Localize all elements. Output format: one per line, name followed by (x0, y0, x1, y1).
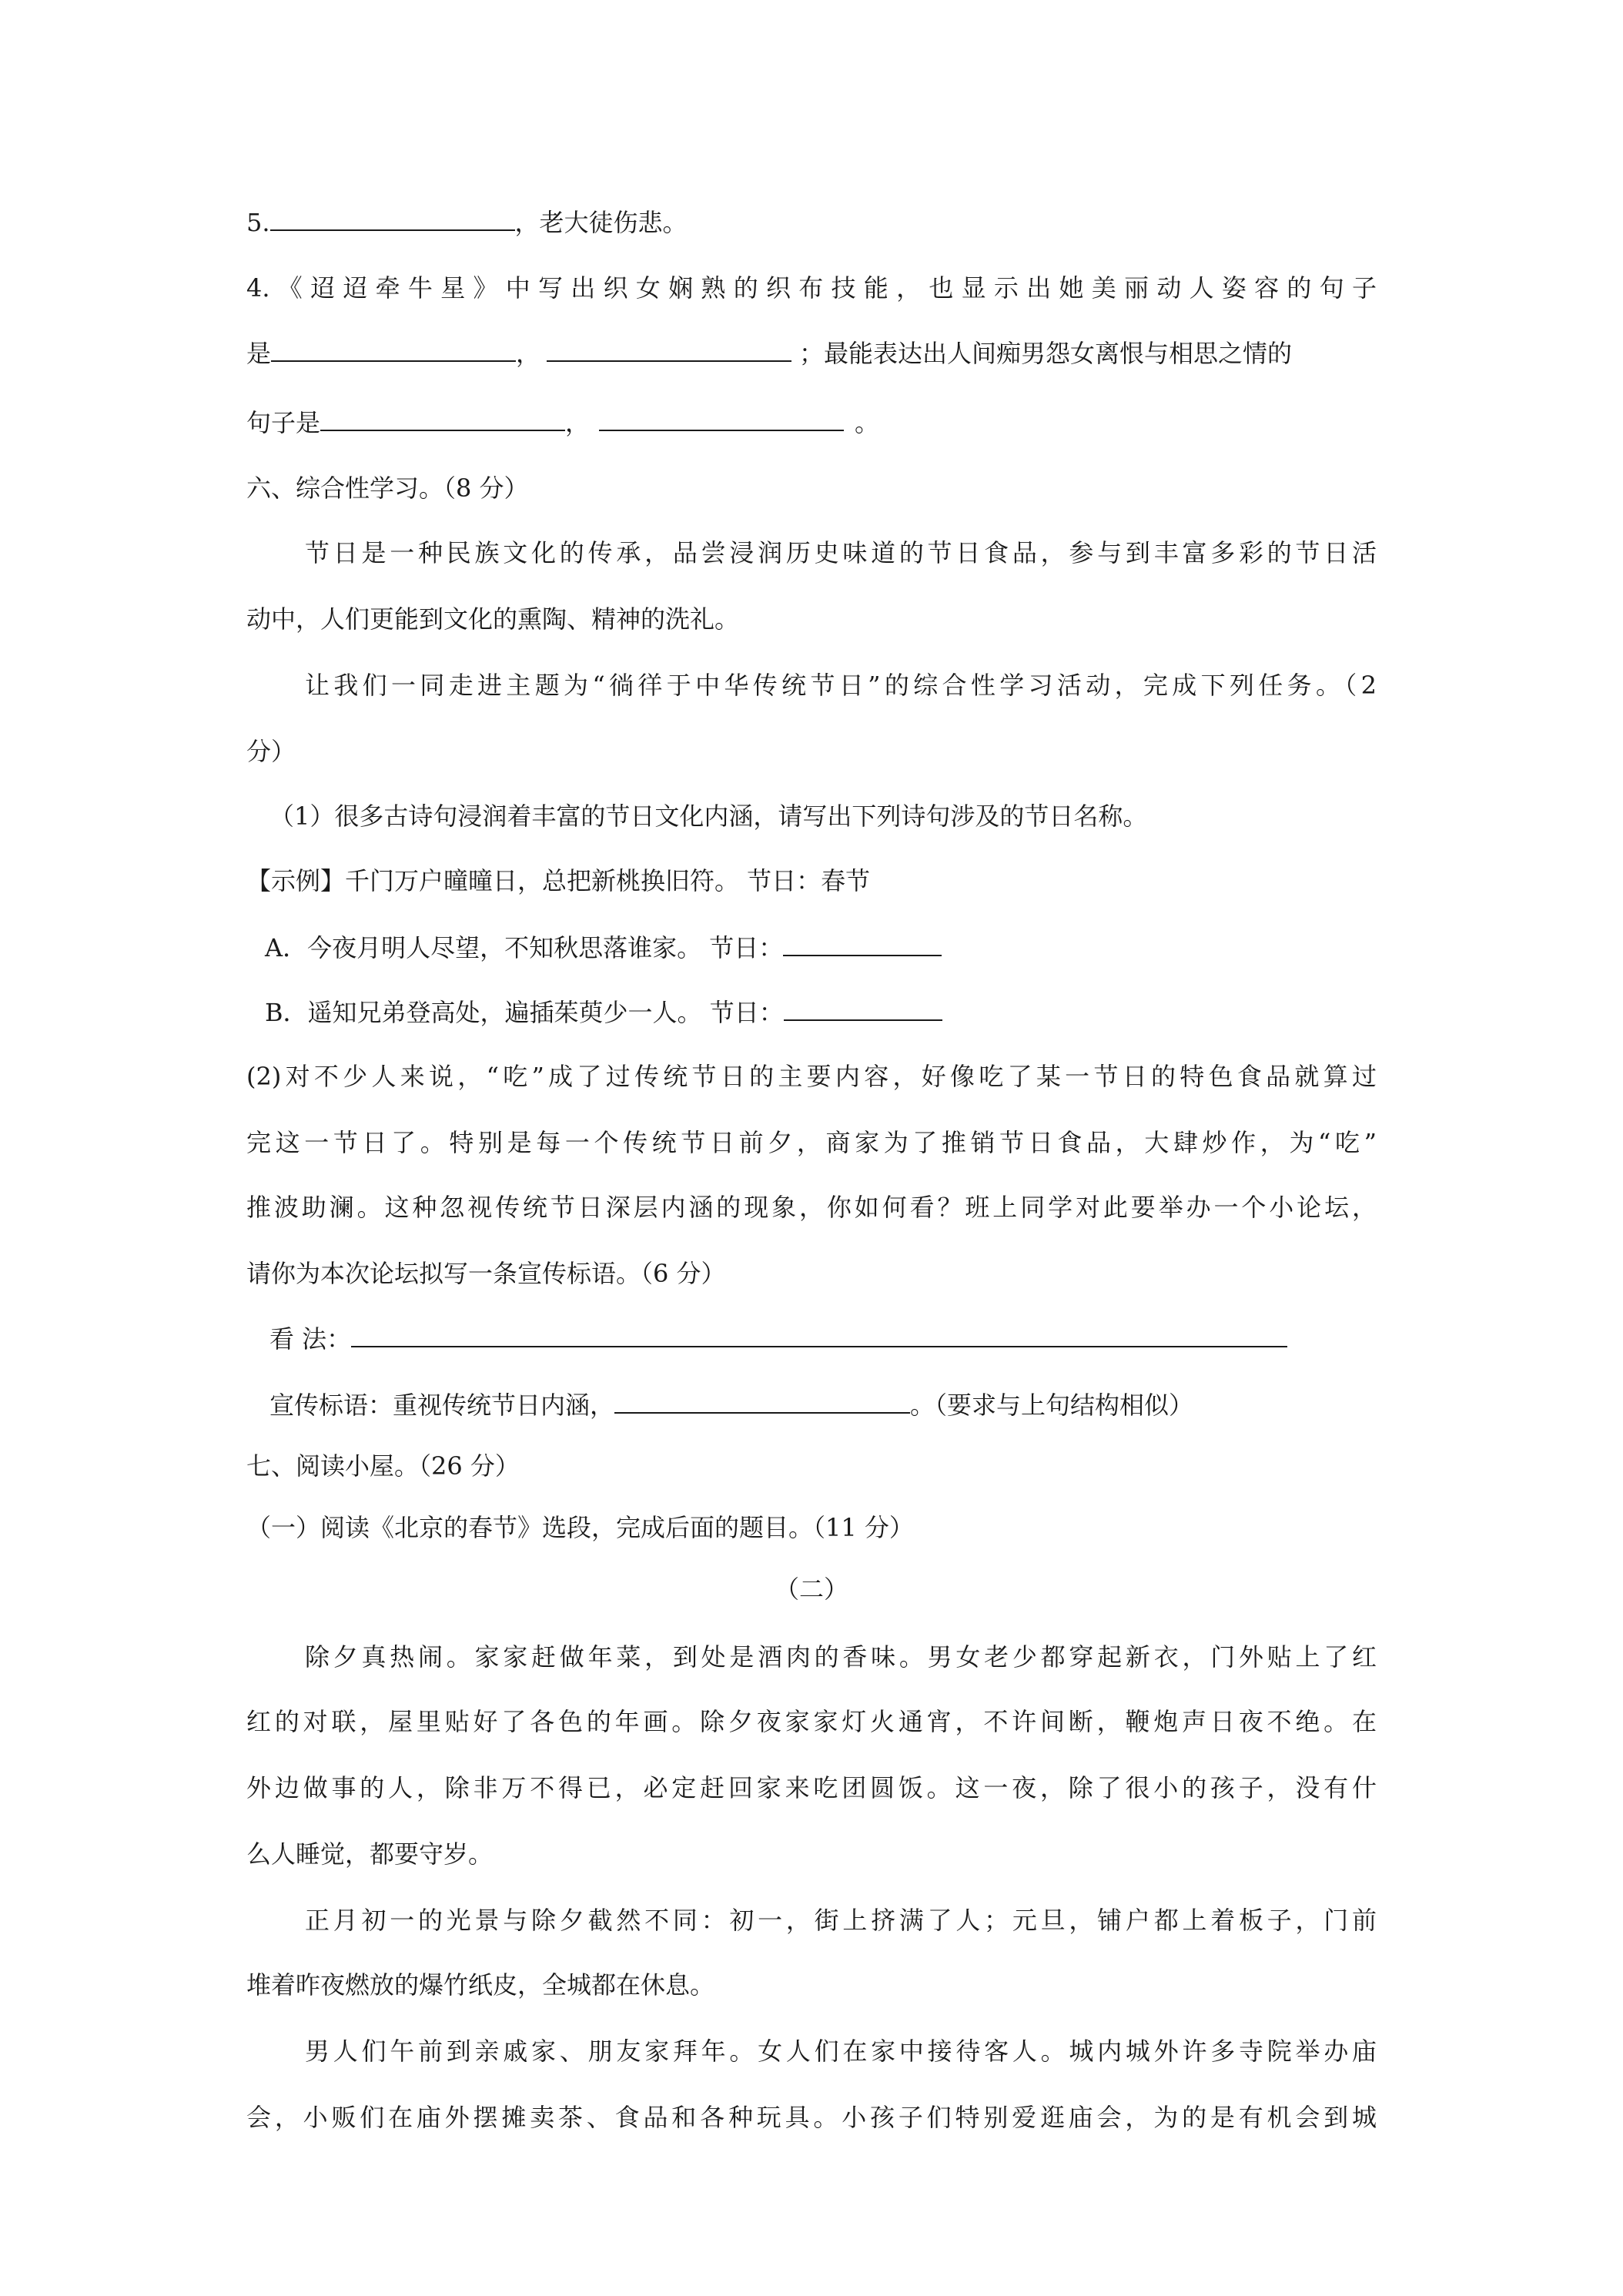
question-5-line (246, 206, 688, 238)
subquestion-1: （1）很多古诗句浸润着丰富的节日文化内涵，请写出下列诗句涉及的节日名称。 (269, 802, 1148, 831)
question-text: 是 (246, 339, 272, 368)
answer-blank[interactable] (547, 337, 791, 362)
option-a-line (265, 932, 942, 963)
slogan-line (269, 1389, 1193, 1421)
passage-p1-line-3: 外边做事的人，除非万不得已，必定赶回家来吃团圆饭。这一夜，除了很小的孩子，没有什 (246, 1773, 1377, 1802)
slogan-answer-blank[interactable] (614, 1389, 910, 1414)
question-4-line-1: 4.《迢迢牵牛星》中写出织女娴熟的织布技能，也显示出她美丽动人姿容的句子 (246, 273, 1377, 303)
answer-blank[interactable] (783, 932, 942, 956)
intro-paragraph-line-2: 动中，人们更能到文化的熏陶、精神的洗礼。 (246, 604, 740, 634)
task-paragraph-line-1: 让我们一同走进主题为“徜徉于中华传统节日”的综合性学习活动，完成下列任务。（2 (305, 671, 1377, 700)
passage-p2-line-1: 正月初一的光景与除夕截然不同：初一，街上挤满了人；元旦，铺户都上着板子，门前 (305, 1906, 1377, 1935)
question-text: ， (565, 408, 591, 437)
passage-p3-line-2: 会，小贩们在庙外摆摊卖茶、食品和各种玩具。小孩子们特别爱逛庙会，为的是有机会到城 (246, 2103, 1377, 2132)
answer-blank[interactable] (599, 407, 844, 431)
subquestion-2-line-4: 请你为本次论坛拟写一条宣传标语。（6 分） (246, 1259, 726, 1288)
opinion-line (269, 1323, 1287, 1354)
question-text: 句子是 (246, 408, 321, 437)
task-paragraph-line-2: 分） (246, 737, 296, 766)
passage-p1-line-1: 除夕真热闹。家家赶做年菜，到处是酒肉的香味。男女老少都穿起新衣，门外贴上了红 (305, 1642, 1377, 1672)
example-line: 【示例】千门万户曈曈日，总把新桃换旧符。 节日：春节 (246, 866, 871, 895)
passage-p1-line-2: 红的对联，屋里贴好了各色的年画。除夕夜家家灯火通宵，不许间断，鞭炮声日夜不绝。在 (246, 1707, 1377, 1736)
option-b-line (265, 996, 942, 1028)
subquestion-2-line-3: 推波助澜。这种忽视传统节日深层内涵的现象，你如何看？班上同学对此要举办一个小论坛， (246, 1193, 1377, 1222)
answer-blank[interactable] (271, 337, 516, 362)
question-text: ，老大徒伤悲。 (514, 208, 688, 237)
slogan-label: 宣传标语：重视传统节日内涵， (269, 1391, 615, 1420)
opinion-answer-blank[interactable] (351, 1323, 1287, 1347)
option-b-text: B．遥知兄弟登高处，遍插茱萸少一人。 节日： (265, 998, 784, 1027)
question-number: 5. (246, 208, 270, 237)
option-a-text: A．今夜月明人尽望，不知秋思落谁家。 节日： (265, 933, 784, 962)
passage-p2-line-2: 堆着昨夜燃放的爆竹纸皮，全城都在休息。 (246, 1970, 715, 2000)
slogan-hint: 。（要求与上句结构相似） (910, 1391, 1194, 1420)
intro-paragraph-line-1: 节日是一种民族文化的传承，品尝浸润历史味道的节日食品，参与到丰富多彩的节日活 (305, 538, 1377, 567)
answer-blank[interactable] (320, 407, 565, 431)
subquestion-2-line-2: 完这一节日了。特别是每一个传统节日前夕，商家为了推销节日食品，大肆炒作，为“吃” (246, 1128, 1377, 1157)
passage-part-marker: （二） (774, 1575, 848, 1604)
section-7-heading: 七、阅读小屋。（26 分） (246, 1451, 520, 1481)
subquestion-2-line-1: (2)对不少人来说，“吃”成了过传统节日的主要内容，好像吃了某一节日的特色食品就算过 (246, 1062, 1377, 1091)
reading-1-heading: （一）阅读《北京的春节》选段，完成后面的题目。（11 分） (246, 1513, 914, 1542)
question-text: ；最能表达出人间痴男怨女离恨与相思之情的 (799, 339, 1293, 368)
section-6-heading: 六、综合性学习。（8 分） (246, 474, 529, 503)
question-text: 。 (855, 408, 880, 437)
answer-blank[interactable] (270, 206, 515, 231)
question-4-line-2 (246, 337, 1377, 369)
passage-p1-line-4: 么人睡觉，都要守岁。 (246, 1839, 494, 1869)
passage-p3-line-1: 男人们午前到亲戚家、朋友家拜年。女人们在家中接待客人。城内城外许多寺院举办庙 (305, 2037, 1377, 2066)
answer-blank[interactable] (784, 996, 942, 1021)
question-text: ， (516, 339, 541, 368)
question-4-line-3 (246, 407, 879, 438)
opinion-label: 看 法： (269, 1324, 352, 1354)
